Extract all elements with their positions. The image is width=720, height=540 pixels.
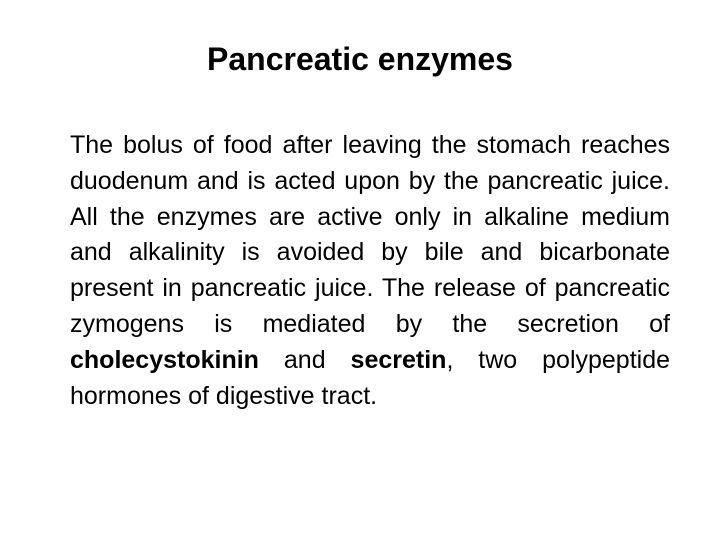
body-intro-text: The bolus of food after leaving the stomach reaches duodenum and is acted upon by the pancreatic juice. All the enzymes are active only in alkaline medium and alkalinity is avoided by bile and bicarbonate present in pancreatic juice. The release of pancreatic zymogens is mediated by the secretion of <box>70 131 670 338</box>
term-cholecystokinin: cholecystokinin <box>70 345 259 374</box>
body-ending-text: , two polypeptide hormones of digestive tract. <box>70 345 671 410</box>
body-connector-text: and <box>283 345 326 374</box>
slide-title: Pancreatic enzymes <box>207 41 513 77</box>
term-secretin: secretin <box>350 345 447 374</box>
body-paragraph <box>70 128 670 414</box>
